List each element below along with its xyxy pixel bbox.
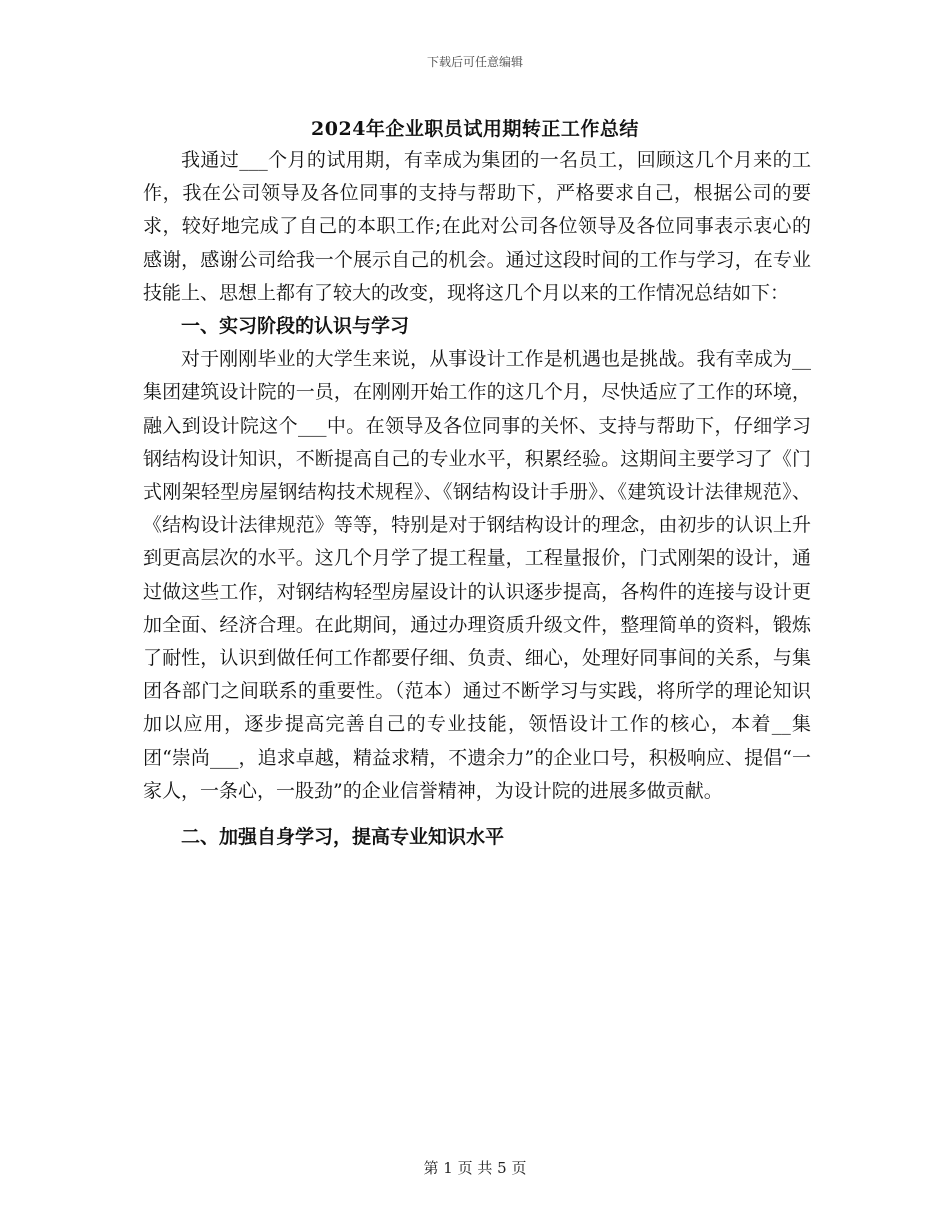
intro-paragraph: 我通过___个月的试用期，有幸成为集团的一名员工，回顾这几个月来的工作，我在公司领导及各位同事的支持与帮助下，严格要求自己，根据公司的要求，较好地完成了自己的本职工作;在此对公司各位领导及各位同事表示衷心的感谢，感谢公司给我一个展示自己的机会。通过这段时间的工作与学习，在专业技能上、思想上都有了较大的改变，现将这几个月以来的工作情况总结如下： bbox=[143, 149, 811, 304]
section-heading-2: 二、加强自身学习，提高专业知识水平 bbox=[181, 826, 505, 849]
page-footer-number: 第 1 页 共 5 页 bbox=[423, 1159, 527, 1177]
document-title: 2024年企业职员试用期转正工作总结 bbox=[311, 118, 639, 140]
section-heading-1: 一、实习阶段的认识与学习 bbox=[181, 315, 410, 338]
page-header-note: 下载后可任意编辑 bbox=[426, 55, 523, 69]
document-body bbox=[143, 144, 811, 854]
section-gap bbox=[143, 808, 811, 821]
section-1-paragraph: 对于刚刚毕业的大学生来说，从事设计工作是机遇也是挑战。我有幸成为__集团建筑设计院的一员，在刚刚开始工作的这几个月，尽快适应了工作的环境，融入到设计院这个___中。在领导及各位同事的关怀、支持与帮助下，仔细学习钢结构设计知识，不断提高自己的专业水平，积累经验。这期间主要学习了《门式刚架轻型房屋钢结构技术规程》、《钢结构设计手册》、《建筑设计法律规范》、《结构设计法律规范》等等，特别是对于钢结构设计的理念，由初步的认识上升到更高层次的水平。这几个月学了提工程量，工程量报价，门式刚架的设计，通过做这些工作，对钢结构轻型房屋设计的认识逐步提高，各构件的连接与设计更加全面、经济合理。在此期间，通过办理资质升级文件，整理简单的资料，锻炼了耐性，认识到做任何工作都要仔细、负责、细心，处理好同事间的关系，与集团各部门之间联系的重要性。（范本）通过不断学习与实践，将所学的理论知识加以应用，逐步提高完善自己的专业技能，领悟设计工作的核心，本着__集团“崇尚___，追求卓越，精益求精，不遗余力”的企业口号，积极响应、提倡“一家人，一条心，一股劲”的企业信誉精神，为设计院的进展多做贡献。 bbox=[143, 348, 811, 802]
